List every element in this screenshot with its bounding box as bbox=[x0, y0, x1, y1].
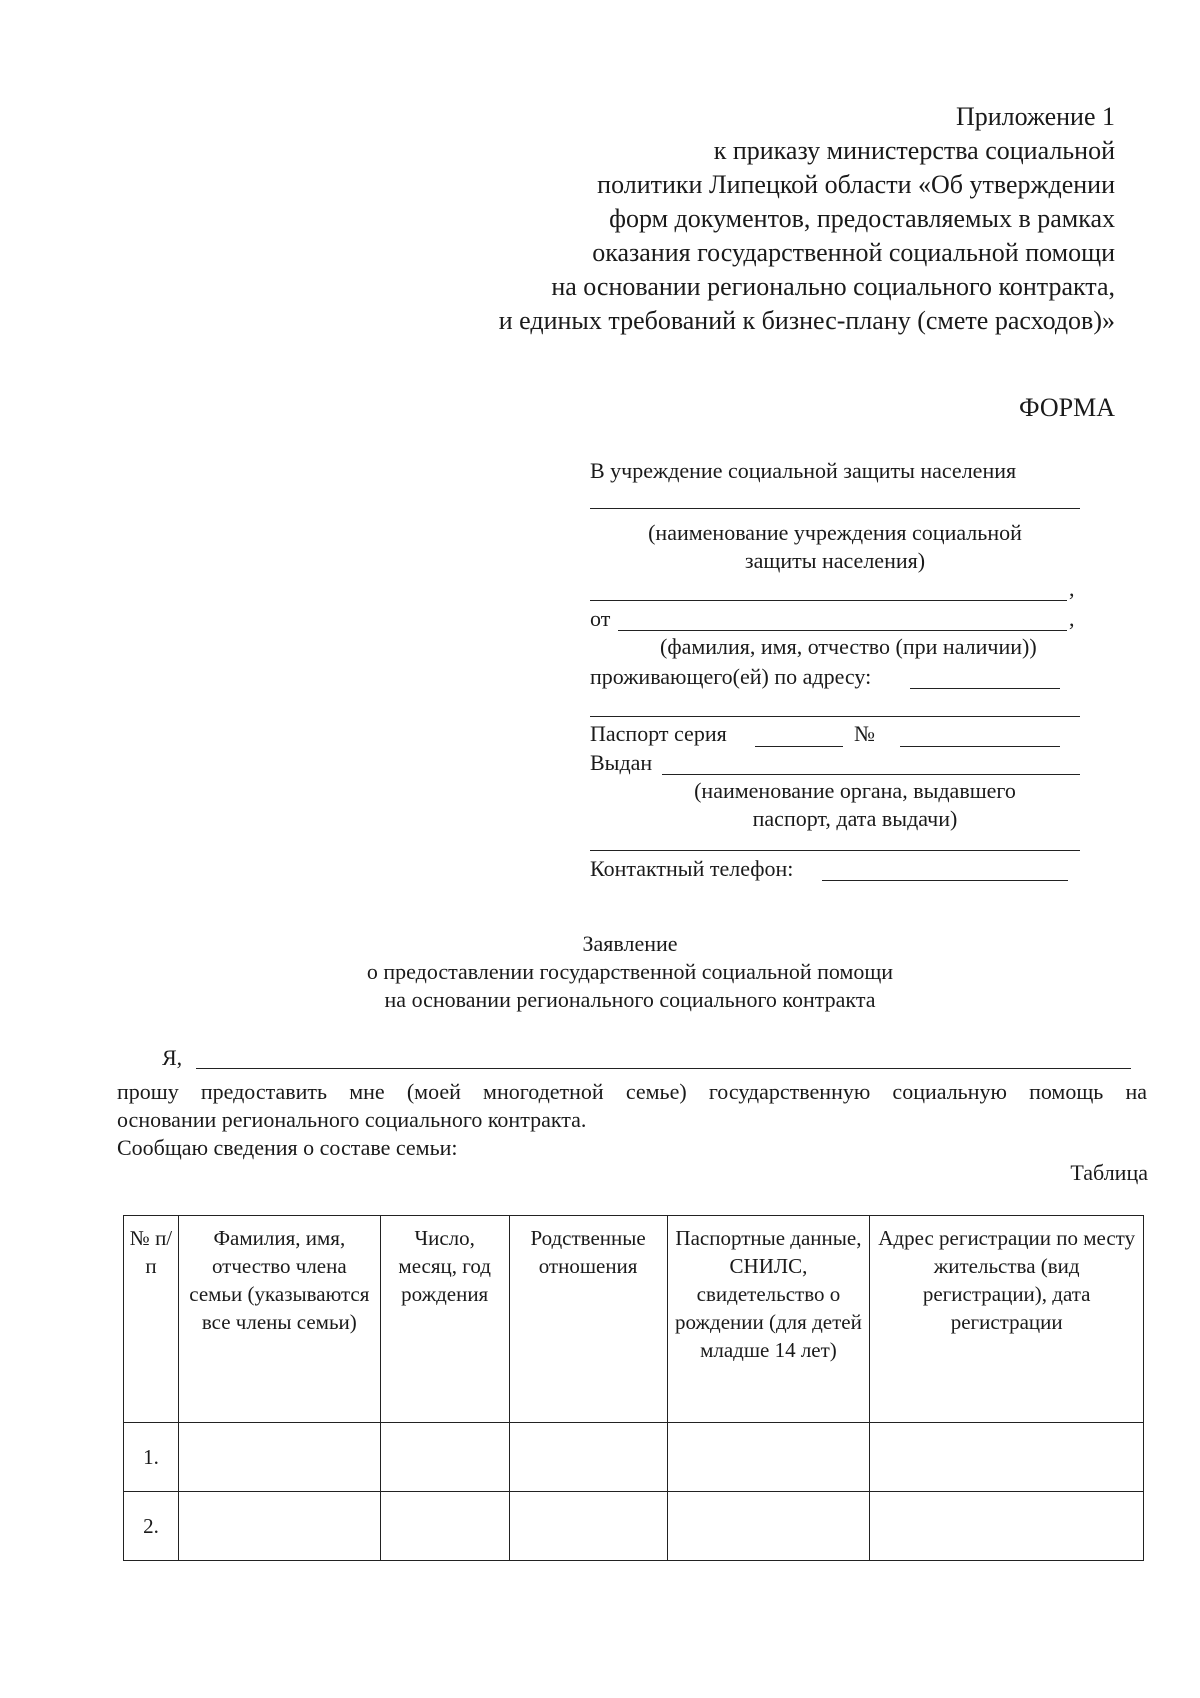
name-hint: (фамилия, имя, отчество (при наличии)) bbox=[660, 634, 1037, 659]
institution-line[interactable] bbox=[590, 508, 1080, 509]
issuer-hint: (наименование органа, выдавшего bbox=[694, 778, 1016, 803]
table-cell[interactable] bbox=[509, 1492, 667, 1561]
comma: , bbox=[1069, 606, 1075, 631]
table-row bbox=[124, 1423, 1144, 1492]
issued-line[interactable] bbox=[662, 774, 1080, 775]
form-label: ФОРМА bbox=[1019, 393, 1115, 422]
issuer-hint: паспорт, дата выдачи) bbox=[752, 806, 958, 831]
column-header: Паспортные данные, СНИЛС, свидетельство о рождении (для детей младше 14 лет) bbox=[667, 1216, 870, 1423]
addressee-to: В учреждение социальной защиты населения bbox=[590, 458, 1017, 483]
header-line: Приложение 1 bbox=[955, 102, 1115, 131]
passport-series-line[interactable] bbox=[755, 746, 843, 747]
header-line: политики Липецкой области «Об утверждении bbox=[597, 170, 1115, 199]
table-header-row bbox=[124, 1216, 1144, 1423]
ya-label: Я, bbox=[162, 1045, 183, 1070]
family-info-label: Сообщаю сведения о составе семьи: bbox=[117, 1135, 458, 1160]
institution-line-2[interactable] bbox=[590, 600, 1067, 601]
request-line: прошу предоставить мне (моей многодетной семье) государственную социальную помощь на bbox=[117, 1079, 1147, 1104]
statement-subtitle: на основании регионального социального контракта bbox=[384, 987, 876, 1012]
table-cell[interactable] bbox=[509, 1423, 667, 1492]
issued-label: Выдан bbox=[590, 750, 653, 775]
request-line: основании регионального социального контракта. bbox=[117, 1107, 587, 1132]
phone-label: Контактный телефон: bbox=[590, 856, 794, 881]
institution-hint: защиты населения) bbox=[744, 548, 926, 573]
header-line: и единых требований к бизнес-плану (смете расходов)» bbox=[498, 306, 1115, 335]
column-header: Фамилия, имя, отчество члена семьи (указываются все члены семьи) bbox=[178, 1216, 380, 1423]
column-header: Число, месяц, год рождения bbox=[380, 1216, 509, 1423]
table-cell[interactable] bbox=[178, 1492, 380, 1561]
row-number: 2. bbox=[124, 1492, 179, 1561]
appendix-header bbox=[415, 100, 1115, 338]
header-line: форм документов, предоставляемых в рамках bbox=[609, 204, 1115, 233]
table-cell[interactable] bbox=[667, 1423, 870, 1492]
issuer-line[interactable] bbox=[590, 850, 1080, 851]
comma: , bbox=[1069, 576, 1075, 601]
table-cell[interactable] bbox=[870, 1423, 1144, 1492]
column-header: Родственные отношения bbox=[509, 1216, 667, 1423]
address-line[interactable] bbox=[910, 688, 1060, 689]
passport-series-label: Паспорт серия bbox=[590, 721, 727, 746]
phone-line[interactable] bbox=[822, 880, 1068, 881]
from-label: от bbox=[590, 606, 611, 631]
applicant-name-line[interactable] bbox=[196, 1068, 1131, 1069]
table-cell[interactable] bbox=[178, 1423, 380, 1492]
statement-subtitle: о предоставлении государственной социальной помощи bbox=[366, 959, 894, 984]
family-table bbox=[123, 1215, 1144, 1561]
institution-hint: (наименование учреждения социальной bbox=[648, 520, 1022, 545]
table-row bbox=[124, 1492, 1144, 1561]
passport-number-line[interactable] bbox=[900, 746, 1060, 747]
header-line: к приказу министерства социальной bbox=[713, 136, 1115, 165]
table-label: Таблица bbox=[1070, 1160, 1148, 1185]
header-line: оказания государственной социальной помощи bbox=[592, 238, 1115, 267]
column-header: Адрес регистрации по месту жительства (вид регистрации), дата регистрации bbox=[870, 1216, 1144, 1423]
address-line-2[interactable] bbox=[590, 716, 1080, 717]
table-cell[interactable] bbox=[667, 1492, 870, 1561]
table-cell[interactable] bbox=[380, 1423, 509, 1492]
residing-label: проживающего(ей) по адресу: bbox=[590, 664, 872, 689]
statement-title-block bbox=[300, 930, 960, 1014]
passport-number-label: № bbox=[854, 721, 875, 746]
table-cell[interactable] bbox=[870, 1492, 1144, 1561]
statement-title: Заявление bbox=[582, 931, 678, 956]
table-cell[interactable] bbox=[380, 1492, 509, 1561]
header-line: на основании регионально социального контракта, bbox=[551, 272, 1115, 301]
from-name-line[interactable] bbox=[618, 630, 1067, 631]
row-number: 1. bbox=[124, 1423, 179, 1492]
column-header: № п/п bbox=[124, 1216, 179, 1423]
